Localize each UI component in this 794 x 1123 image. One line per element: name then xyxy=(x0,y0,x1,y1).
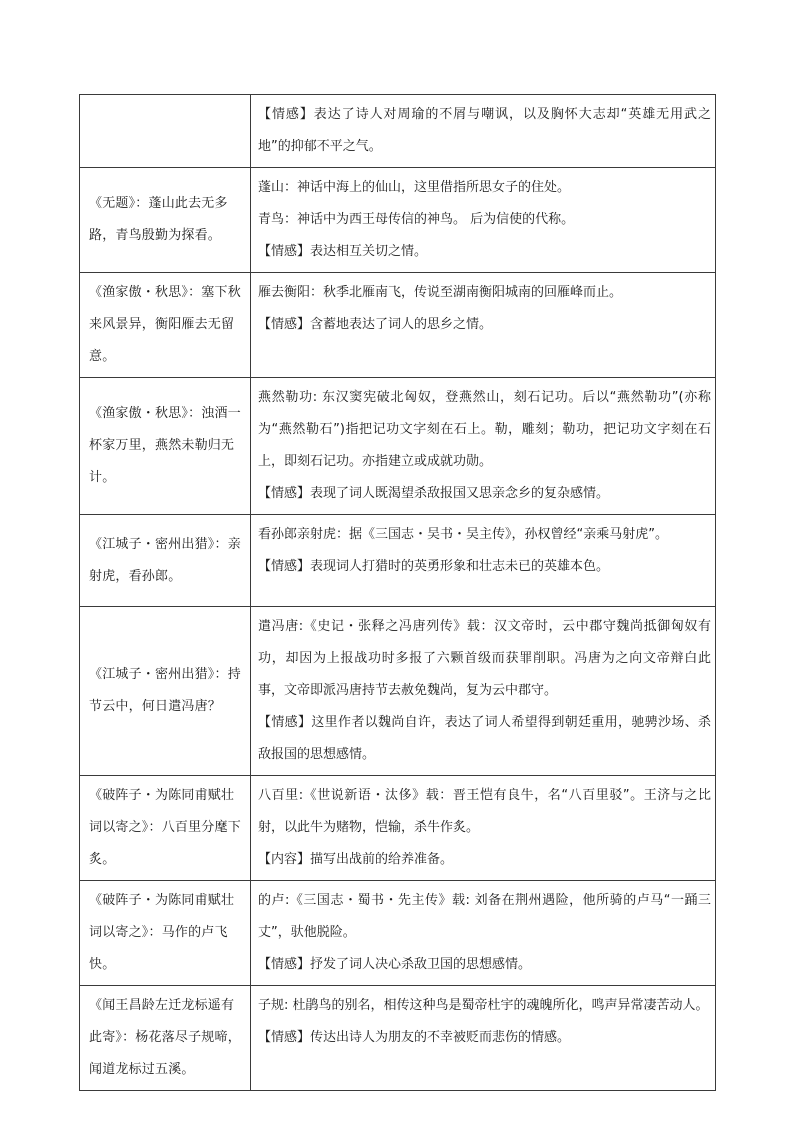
poem-cell: 《渔家傲・秋思》：塞下秋来风景异，衡阳雁去无留意。 xyxy=(80,273,251,378)
note-cell xyxy=(251,95,716,168)
poem-cell xyxy=(80,95,251,168)
note-paragraph: 【情感】表现词人打猎时的英勇形象和壮志未已的英雄本色。 xyxy=(258,559,610,574)
note-cell xyxy=(251,776,716,881)
note-paragraph: 子规: 杜鹃鸟的别名，相传这种鸟是蜀帝杜宇的魂魄所化，鸣声异常凄苦动人。 xyxy=(258,998,709,1013)
table-row xyxy=(80,273,716,378)
note-paragraph: 【情感】抒发了词人决心杀敌卫国的思想感情。 xyxy=(258,957,532,972)
note-cell xyxy=(251,986,716,1091)
note-cell xyxy=(251,378,716,515)
note-paragraph: 雁去衡阳：秋季北雁南飞，传说至湖南衡阳城南的回雁峰而止。 xyxy=(258,285,623,300)
poem-cell: 《江城子・密州出猎》：亲射虎，看孙郎。 xyxy=(80,515,251,607)
table-row xyxy=(80,168,716,273)
table-row xyxy=(80,607,716,776)
note-paragraph: 看孙郎亲射虎：据《三国志・吴书・吴主传》，孙权曾经“亲乘马射虎”。 xyxy=(258,527,668,542)
poem-cell: 《破阵子・为陈同甫赋壮词以寄之》：马作的卢飞快。 xyxy=(80,881,251,986)
note-paragraph: 【情感】表达相互关切之情。 xyxy=(258,244,428,259)
note-cell xyxy=(251,515,716,607)
note-cell xyxy=(251,168,716,273)
table-row xyxy=(80,515,716,607)
poem-cell: 《破阵子・为陈同甫赋壮词以寄之》：八百里分麾下炙。 xyxy=(80,776,251,881)
note-paragraph: 遣冯唐:《史记・张释之冯唐列传》载：汉文帝时，云中郡守魏尚抵御匈奴有功，却因为上报战功时多报了六颗首级而获罪削职。冯唐为之向文帝辩白此事，文帝即派冯唐持节去赦免魏尚，复为云中郡守。 xyxy=(258,619,711,698)
table-row xyxy=(80,776,716,881)
table-row xyxy=(80,95,716,168)
note-paragraph: 蓬山：神话中海上的仙山，这里借指所思女子的住处。 xyxy=(258,180,571,195)
note-paragraph: 【情感】这里作者以魏尚自许，表达了词人希望得到朝廷重用，驰骋沙场、杀敌报国的思想感情。 xyxy=(258,715,711,762)
note-paragraph: 【情感】表达了诗人对周瑜的不屑与嘲讽，以及胸怀大志却“英雄无用武之地”的抑郁不平之气。 xyxy=(258,107,711,154)
table-row xyxy=(80,881,716,986)
poem-cell: 《无题》：蓬山此去无多路，青鸟殷勤为探看。 xyxy=(80,168,251,273)
note-paragraph: 【内容】描写出战前的给养准备。 xyxy=(258,852,454,867)
note-paragraph: 青鸟：神话中为西王母传信的神鸟。 后为信使的代称。 xyxy=(258,212,575,227)
note-cell xyxy=(251,607,716,776)
poem-cell: 《江城子・密州出猎》：持节云中，何日遣冯唐？ xyxy=(80,607,251,776)
note-paragraph: 八百里:《世说新语・汰侈》载：晋王恺有良牛，名“八百里驳”。王济与之比射，以此牛为赌物，恺输，杀牛作炙。 xyxy=(258,788,711,835)
poem-cell: 《渔家傲・秋思》：浊酒一杯家万里，燕然未勒归无计。 xyxy=(80,378,251,515)
note-paragraph: 【情感】含蓄地表达了词人的思乡之情。 xyxy=(258,317,493,332)
note-cell xyxy=(251,881,716,986)
note-paragraph: 燕然勒功: 东汉窦宪破北匈奴，登燕然山，刻石记功。后以“燕然勒功”(亦称为“燕然勒石”)指把记功文字刻在石上。勒，雕刻；勒功，把记功文字刻在石上，即刻石记功。亦指建立或成就功勋。 xyxy=(258,390,711,469)
table-row xyxy=(80,986,716,1091)
poem-cell: 《闻王昌龄左迁龙标遥有此寄》：杨花落尽子规啼，闻道龙标过五溪。 xyxy=(80,986,251,1091)
note-cell xyxy=(251,273,716,378)
note-paragraph: 【情感】表现了词人既渴望杀敌报国又思亲念乡的复杂感情。 xyxy=(258,486,610,501)
note-paragraph: 【情感】传达出诗人为朋友的不幸被贬而悲伤的情感。 xyxy=(258,1030,571,1045)
note-paragraph: 的卢:《三国志・蜀书・先主传》载: 刘备在荆州遇险，他所骑的卢马“一踊三丈”，驮他脱险。 xyxy=(258,893,711,940)
table-row xyxy=(80,378,716,515)
annotation-table xyxy=(79,94,716,1091)
